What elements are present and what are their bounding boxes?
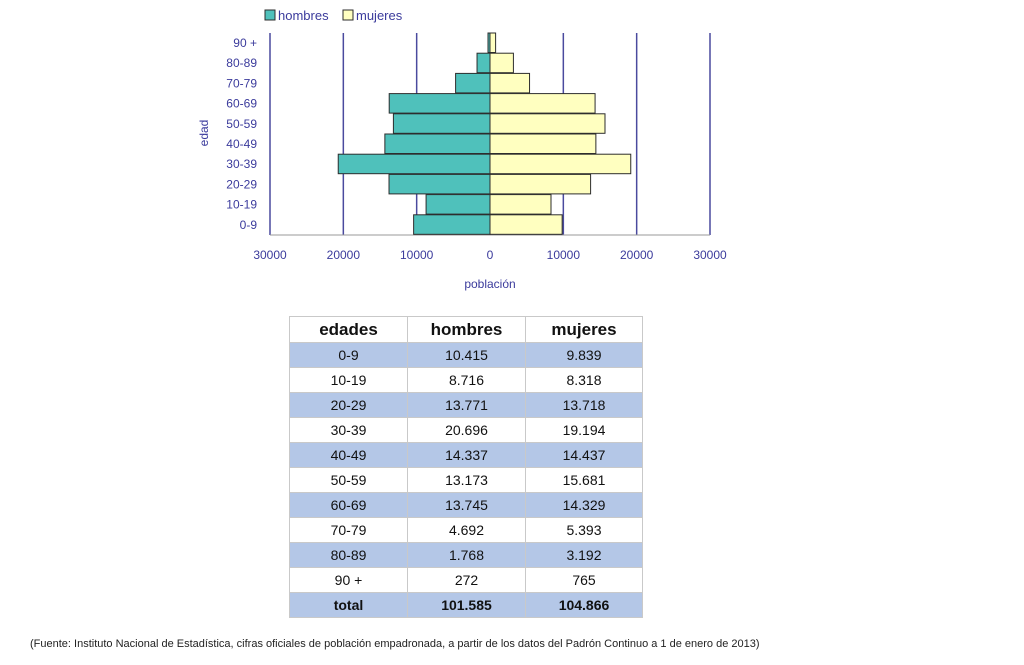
table-header-row [290,317,643,343]
y-tick-label: 90 + [233,36,257,50]
legend-label-hombres: hombres [278,8,329,23]
table-cell-mujeres: 8.318 [526,368,643,393]
legend-swatch-mujeres [343,10,353,20]
table-cell-hombres: 13.771 [408,393,526,418]
table-cell-edades: 30-39 [290,418,408,443]
table-cell-edades: 40-49 [290,443,408,468]
chart-legend [265,8,403,23]
y-tick-label: 50-59 [226,116,257,131]
bar-hombres-60-69 [389,94,490,114]
x-tick-label: 10000 [546,248,581,262]
bar-mujeres-10-19 [490,195,551,215]
bar-mujeres-80-89 [490,53,513,72]
table-cell-mujeres: 19.194 [526,418,643,443]
table-cell-hombres: 8.716 [408,368,526,393]
y-tick-label: 0-9 [239,217,257,232]
table-row [290,368,643,393]
table-row [290,518,643,543]
bar-hombres-20-29 [389,174,490,194]
table-cell-edades: 60-69 [290,493,408,518]
table-row [290,418,643,443]
table-cell-hombres: 13.745 [408,493,526,518]
x-tick-label: 0 [486,248,494,262]
table-cell-mujeres: 14.437 [526,443,643,468]
bar-mujeres-20-29 [490,174,591,194]
table-header-mujeres: mujeres [526,317,643,343]
bar-mujeres-30-39 [490,154,631,174]
table-row [290,568,643,593]
bar-mujeres-40-49 [490,134,596,154]
y-axis-title: edad [197,119,211,147]
table-cell-mujeres: 765 [526,568,643,593]
bar-mujeres-70-79 [490,73,530,93]
y-tick-label: 80-89 [226,56,257,71]
table-cell-mujeres: 9.839 [526,343,643,368]
bar-mujeres-50-59 [490,114,605,134]
table-cell-mujeres: 13.718 [526,393,643,418]
table-total-hombres: 101.585 [408,593,526,618]
y-tick-label: 40-49 [226,137,257,151]
table-cell-hombres: 13.173 [408,468,526,493]
table-row [290,343,643,368]
table-row [290,393,643,418]
table-cell-mujeres: 5.393 [526,518,643,543]
table-total-mujeres: 104.866 [526,593,643,618]
bar-hombres-30-39 [338,154,490,174]
table-row [290,543,643,568]
bar-hombres-70-79 [456,73,490,93]
y-tick-label: 20-29 [226,177,257,192]
table-header-edades: edades [290,317,408,343]
bar-hombres-50-59 [393,114,490,134]
table-cell-hombres: 272 [408,568,526,593]
x-tick-label: 30000 [253,248,287,262]
table-cell-edades: 50-59 [290,468,408,493]
x-tick-label: 30000 [693,248,727,262]
x-tick-label: 10000 [399,248,434,262]
table-cell-edades: 90 + [290,568,408,593]
population-pyramid-chart [0,0,1024,300]
table-cell-edades: 70-79 [290,518,408,543]
bar-hombres-0-9 [414,215,490,235]
table-cell-hombres: 14.337 [408,443,526,468]
table-cell-hombres: 20.696 [408,418,526,443]
y-tick-label: 10-19 [226,197,257,212]
table-cell-edades: 20-29 [290,393,408,418]
table-cell-hombres: 10.415 [408,343,526,368]
table-cell-hombres: 1.768 [408,543,526,568]
legend-label-mujeres: mujeres [356,8,403,23]
table-row [290,468,643,493]
x-axis-title: población [464,277,516,291]
bar-mujeres-60-69 [490,94,595,114]
bar-hombres-10-19 [426,195,490,215]
table-row [290,443,643,468]
table-cell-mujeres: 14.329 [526,493,643,518]
y-tick-label: 70-79 [226,76,257,91]
y-axis-tick-labels [226,36,257,232]
chart-bars [338,33,631,234]
table-header-hombres: hombres [408,317,526,343]
y-tick-label: 60-69 [226,96,257,111]
table-cell-mujeres: 15.681 [526,468,643,493]
table-cell-edades: 10-19 [290,368,408,393]
x-tick-label: 20000 [326,248,361,262]
y-tick-label: 30-39 [226,157,257,172]
x-tick-label: 20000 [619,248,654,262]
legend-swatch-hombres [265,10,275,20]
table-cell-edades: 80-89 [290,543,408,568]
source-note: (Fuente: Instituto Nacional de Estadística, cifras oficiales de población empadronada, a partir de los datos del Padrón Continuo a 1 de enero de 2013) [30,638,760,650]
x-axis-tick-labels [253,248,727,262]
table-cell-edades: 0-9 [290,343,408,368]
population-table [289,316,643,618]
table-cell-hombres: 4.692 [408,518,526,543]
table-cell-mujeres: 3.192 [526,543,643,568]
table-total-row [290,593,643,618]
bar-mujeres-0-9 [490,215,562,235]
bar-mujeres-90 + [490,33,496,53]
table-row [290,493,643,518]
bar-hombres-40-49 [385,134,490,154]
bar-hombres-80-89 [477,53,490,72]
table-total-label: total [290,593,408,618]
